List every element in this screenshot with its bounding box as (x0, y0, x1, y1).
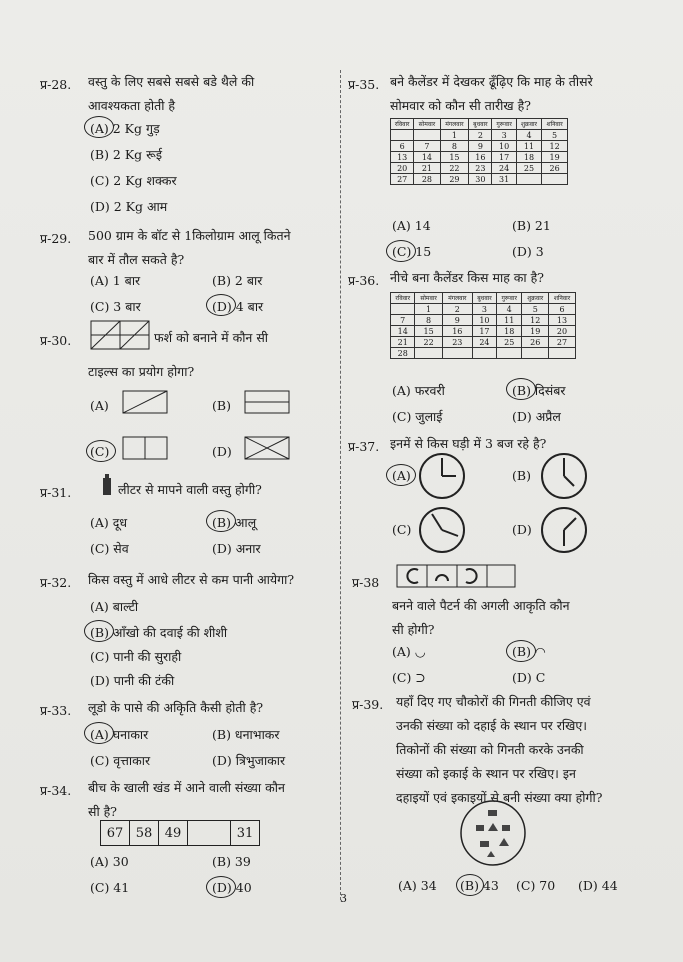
date-cell: 23 (469, 163, 492, 174)
q35-option-a: (A) 14 (392, 218, 431, 233)
date-cell: 13 (549, 315, 576, 326)
q32-option-a: (A) बाल्टी (90, 599, 139, 614)
answer-mark (456, 874, 484, 896)
answer-mark (386, 464, 416, 486)
seq-cell: 49 (159, 821, 188, 846)
q39-text: यहाँ दिए गए चौकोरों की गिनती कीजिए एवं उनकी संख्या को दहाई के स्थान पर रखिए। तिकोनों की संख्या को गिनती करके उनकी संख्या को इकाई के स्थान पर रखिए। इन दहाइयों एवं इकाइयों से बनी संख्या क्या होगी? (396, 694, 603, 805)
q29-number: प्र-29. (40, 231, 72, 246)
date-cell: 20 (549, 326, 576, 337)
date-cell (496, 348, 522, 359)
q38-text: बनने वाले पैटर्न की अगली आकृति कौन सी होगी? (392, 598, 570, 637)
date-cell: 2 (469, 130, 492, 141)
date-cell: 5 (542, 130, 568, 141)
page-number: 3 (340, 892, 347, 905)
q33-option-a: (A) घनाकार (90, 727, 149, 742)
clock-icon (418, 506, 466, 554)
day-header: गुरूवार (492, 119, 516, 130)
q36-option-c: (C) जुलाई (392, 409, 443, 424)
day-header: सोमवार (415, 293, 442, 304)
date-cell: 10 (472, 315, 496, 326)
date-cell: 22 (415, 337, 442, 348)
calendar-q36 (390, 292, 576, 359)
q34-option-c: (C) 41 (90, 880, 130, 895)
q33-option-c: (C) वृत्ताकार (90, 753, 151, 768)
date-cell: 20 (391, 163, 414, 174)
q34-number: प्र-34. (40, 783, 72, 798)
answer-mark (386, 240, 416, 262)
q35-option-b: (B) 21 (512, 218, 551, 233)
day-header: सोमवार (414, 119, 440, 130)
q33-option-d: (D) त्रिभुजाकार (212, 753, 286, 768)
date-cell: 2 (442, 304, 472, 315)
answer-mark (84, 620, 114, 642)
q29-option-c: (C) 3 बार (90, 299, 141, 314)
q38-option-c: (C) ⊃ (392, 670, 426, 685)
date-cell: 25 (516, 163, 541, 174)
date-cell: 9 (469, 141, 492, 152)
date-cell: 14 (391, 326, 415, 337)
q28-option-c: (C) 2 Kg शक्कर (90, 173, 177, 188)
q39-option-c: (C) 70 (516, 878, 556, 893)
answer-mark (206, 510, 236, 532)
date-cell (414, 130, 440, 141)
q29-text: 500 ग्राम के बॉट से 1किलोग्राम आलू कितने बार में तौल सकते है? (88, 228, 291, 267)
date-cell (549, 348, 576, 359)
seq-cell (188, 821, 231, 846)
day-header: रविवार (391, 119, 414, 130)
answer-mark (86, 440, 116, 462)
answer-mark (206, 876, 236, 898)
date-cell: 8 (415, 315, 442, 326)
date-cell: 27 (391, 174, 414, 185)
date-cell: 24 (472, 337, 496, 348)
date-cell (542, 174, 568, 185)
day-header: बुधवार (469, 119, 492, 130)
day-header: बुधवार (472, 293, 496, 304)
day-header: रविवार (391, 293, 415, 304)
seq-cell: 58 (130, 821, 159, 846)
q28-option-a: (A) 2 Kg गुड़ (90, 121, 160, 136)
calendar-q35 (390, 118, 568, 185)
q32-text: किस वस्तु में आधे लीटर से कम पानी आयेगा? (88, 572, 295, 587)
date-cell: 28 (414, 174, 440, 185)
q37-option-c: (C) (392, 522, 412, 537)
q34-option-a: (A) 30 (90, 854, 129, 869)
date-cell: 30 (469, 174, 492, 185)
tile-horizontal-icon (244, 390, 290, 414)
q35-text: बने कैलेंडर में देखकर ढूँढ़िए कि माह के तीसरे सोमवार को कौन सी तारीख है? (390, 74, 593, 113)
q32-option-b: (B) आँखो की दवाई की शीशी (90, 625, 228, 640)
date-cell (391, 304, 415, 315)
clock-icon (540, 506, 588, 554)
date-cell: 11 (516, 141, 541, 152)
q36-number: प्र-36. (348, 273, 380, 288)
q31-option-c: (C) सेव (90, 541, 129, 556)
q30-option-c: (C) (90, 444, 110, 459)
date-cell: 3 (492, 130, 516, 141)
q30-number: प्र-30. (40, 333, 72, 348)
clock-icon (418, 452, 466, 500)
date-cell: 13 (391, 152, 414, 163)
q37-option-a: (A) (392, 468, 411, 483)
q37-text: इनमें से किस घड़ी में 3 बज रहे है? (390, 436, 547, 451)
q38-number: प्र-38 (352, 575, 380, 590)
date-cell: 26 (542, 163, 568, 174)
date-cell: 18 (496, 326, 522, 337)
q29-option-b: (B) 2 बार (212, 273, 263, 288)
date-cell: 23 (442, 337, 472, 348)
date-cell: 21 (391, 337, 415, 348)
date-cell: 28 (391, 348, 415, 359)
date-cell: 29 (440, 174, 469, 185)
day-header: शनिवार (542, 119, 568, 130)
q34-option-d: (D) 40 (212, 880, 252, 895)
q34-text: बीच के खाली खंड में आने वाली संख्या कौन सी है? (88, 780, 285, 819)
date-cell: 12 (542, 141, 568, 152)
date-cell: 1 (440, 130, 469, 141)
q30-text-1: फर्श को बनाने में कौन सी (154, 330, 269, 345)
clock-icon (540, 452, 588, 500)
answer-mark (84, 722, 114, 744)
answer-mark (506, 640, 536, 662)
shapes-circle-figure (458, 798, 528, 868)
day-header: शुक्रवार (516, 119, 541, 130)
date-cell: 19 (542, 152, 568, 163)
q35-option-d: (D) 3 (512, 244, 544, 259)
answer-mark (84, 116, 114, 138)
q28-option-b: (B) 2 Kg रूई (90, 147, 163, 162)
date-cell: 3 (472, 304, 496, 315)
day-header: मंगलवार (440, 119, 469, 130)
date-cell: 1 (415, 304, 442, 315)
q31-option-b: (B) आलू (212, 515, 257, 530)
q32-option-c: (C) पानी की सुराही (90, 649, 182, 664)
q31-option-d: (D) अनार (212, 541, 261, 556)
q31-number: प्र-31. (40, 485, 72, 500)
q37-option-b: (B) (512, 468, 531, 483)
date-cell: 17 (492, 152, 516, 163)
date-cell: 10 (492, 141, 516, 152)
seq-cell: 31 (231, 821, 260, 846)
date-cell: 16 (442, 326, 472, 337)
date-cell: 22 (440, 163, 469, 174)
q28-option-d: (D) 2 Kg आम (90, 199, 168, 214)
q39-number: प्र-39. (352, 697, 384, 712)
q29-option-a: (A) 1 बार (90, 273, 141, 288)
q39-option-a: (A) 34 (398, 878, 437, 893)
date-cell: 18 (516, 152, 541, 163)
q33-number: प्र-33. (40, 703, 72, 718)
q37-number: प्र-37. (348, 439, 380, 454)
q36-text: नीचे बना कैलेंडर किस माह का है? (390, 270, 544, 285)
date-cell (522, 348, 549, 359)
date-cell: 6 (391, 141, 414, 152)
tile-cross-icon (244, 436, 290, 460)
q30-text-2: टाइल्स का प्रयोग होगा? (88, 364, 195, 379)
bottle-icon (100, 474, 114, 496)
date-cell: 4 (496, 304, 522, 315)
date-cell: 19 (522, 326, 549, 337)
seq-cell: 67 (101, 821, 130, 846)
number-sequence-table (100, 820, 260, 846)
day-header: शनिवार (549, 293, 576, 304)
q36-option-b: (B) दिसंबर (512, 383, 566, 398)
q38-option-d: (D) C (512, 670, 546, 685)
date-cell: 9 (442, 315, 472, 326)
date-cell: 7 (414, 141, 440, 152)
q30-option-a: (A) (90, 398, 109, 413)
q31-text: लीटर से मापने वाली वस्तु होगी? (118, 482, 262, 497)
date-cell: 4 (516, 130, 541, 141)
date-cell: 5 (522, 304, 549, 315)
q30-option-d: (D) (212, 444, 232, 459)
date-cell: 14 (414, 152, 440, 163)
day-header: मंगलवार (442, 293, 472, 304)
q36-option-d: (D) अप्रैल (512, 409, 561, 424)
date-cell: 12 (522, 315, 549, 326)
q35-option-c: (C) 15 (392, 244, 432, 259)
answer-mark (206, 294, 236, 316)
date-cell: 31 (492, 174, 516, 185)
date-cell (516, 174, 541, 185)
day-header: गुरूवार (496, 293, 522, 304)
q39-option-d: (D) 44 (578, 878, 618, 893)
date-cell (415, 348, 442, 359)
date-cell: 7 (391, 315, 415, 326)
q28-text: वस्तु के लिए सबसे सबसे बडे थैले की आवश्यकता होती है (88, 74, 255, 113)
tile-diagonal-icon (122, 390, 168, 414)
date-cell: 24 (492, 163, 516, 174)
date-cell: 16 (469, 152, 492, 163)
answer-mark (506, 378, 536, 400)
date-cell: 25 (496, 337, 522, 348)
date-cell: 15 (415, 326, 442, 337)
date-cell: 21 (414, 163, 440, 174)
q30-option-b: (B) (212, 398, 231, 413)
date-cell: 11 (496, 315, 522, 326)
q32-number: प्र-32. (40, 575, 72, 590)
q32-option-d: (D) पानी की टंकी (90, 673, 175, 688)
column-divider (340, 70, 342, 900)
q39-option-b: (B) 43 (460, 878, 499, 893)
date-cell (391, 130, 414, 141)
q34-option-b: (B) 39 (212, 854, 251, 869)
tile-pattern-figure (90, 320, 150, 350)
q38-option-b: (B) ◠ (512, 644, 546, 659)
q33-text: लूडो के पासे की अकिृति कैसी होती है? (88, 700, 264, 715)
q35-number: प्र-35. (348, 77, 380, 92)
tile-vertical-icon (122, 436, 168, 460)
q33-option-b: (B) धनाभाकर (212, 727, 280, 742)
date-cell: 15 (440, 152, 469, 163)
q31-option-a: (A) दूध (90, 515, 128, 530)
date-cell: 8 (440, 141, 469, 152)
date-cell (472, 348, 496, 359)
date-cell: 26 (522, 337, 549, 348)
q36-option-a: (A) फरवरी (392, 383, 445, 398)
q28-number: प्र-28. (40, 77, 72, 92)
day-header: शुक्रवार (522, 293, 549, 304)
pattern-sequence-figure (396, 564, 516, 588)
date-cell (442, 348, 472, 359)
date-cell: 6 (549, 304, 576, 315)
q37-option-d: (D) (512, 522, 532, 537)
q29-option-d: (D) 4 बार (212, 299, 264, 314)
date-cell: 17 (472, 326, 496, 337)
date-cell: 27 (549, 337, 576, 348)
q38-option-a: (A) ◡ (392, 644, 426, 659)
